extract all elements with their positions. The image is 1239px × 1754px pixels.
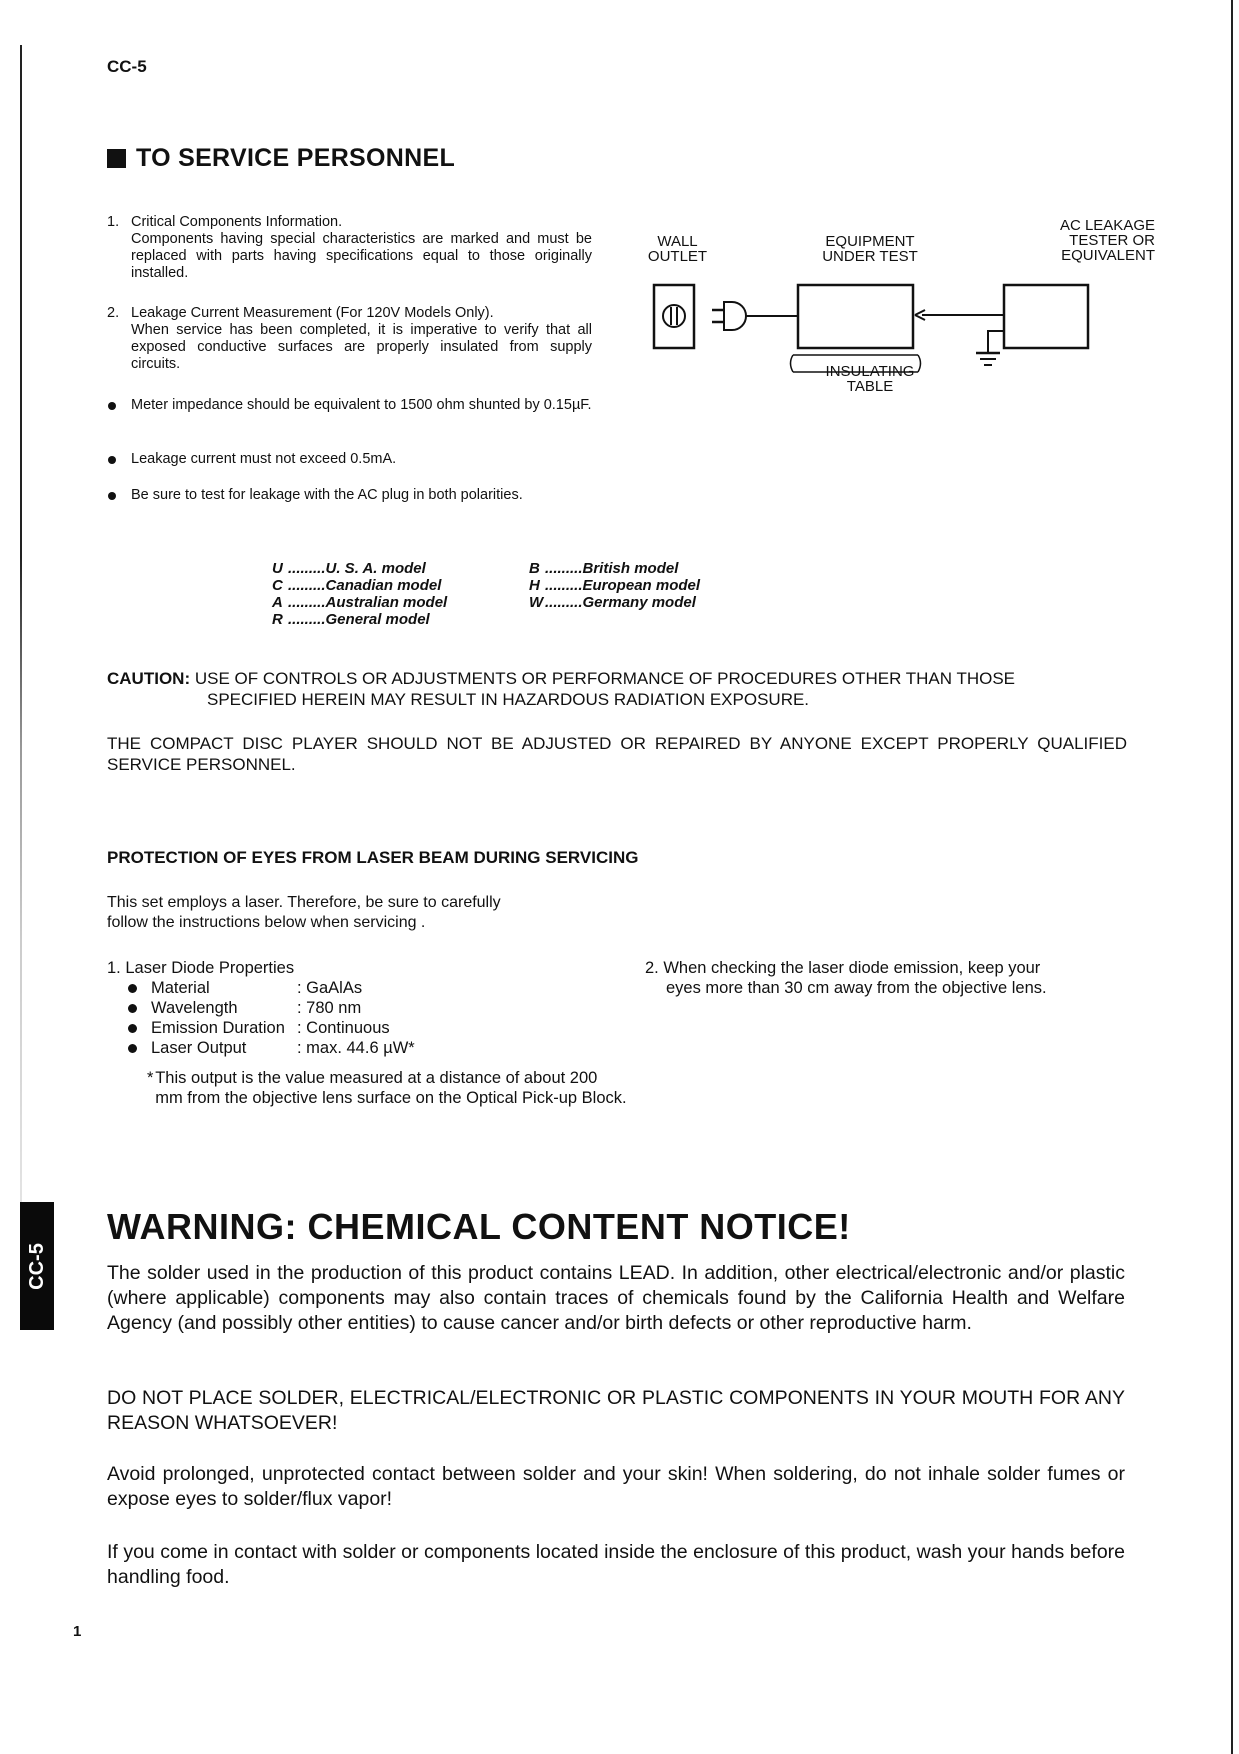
- item-text: Components having special characteristics are marked and must be replaced with parts having specifications equal to those originally installed.: [131, 231, 592, 281]
- bullet-icon: [108, 456, 116, 464]
- wall-outlet-icon: [654, 285, 694, 348]
- page-number: 1: [73, 1623, 82, 1640]
- insulating-table-icon: [791, 355, 921, 372]
- model-row: B ......... British model: [529, 560, 679, 577]
- bullet-icon: [108, 402, 116, 410]
- laser-output-note: * This output is the value measured at a distance of about 200 mm from the objective lens surface on the Optical Pick-up Block.: [147, 1069, 627, 1107]
- warning-paragraph: DO NOT PLACE SOLDER, ELECTRICAL/ELECTRONIC OR PLASTIC COMPONENTS IN YOUR MOUTH FOR ANY REASON WHATSOEVER!: [107, 1387, 1125, 1434]
- square-bullet-icon: [107, 149, 126, 168]
- bullet-icon: [108, 492, 116, 500]
- cd-player-warning: THE COMPACT DISC PLAYER SHOULD NOT BE ADJUSTED OR REPAIRED BY ANYONE EXCEPT PROPERLY QUALIFIED SERVICE PERSONNEL.: [107, 734, 1127, 774]
- tester-box: [1004, 285, 1088, 348]
- service-bullet: Meter impedance should be equivalent to 1500 ohm shunted by 0.15µF.: [107, 397, 592, 414]
- model-row: W ......... Germany model: [529, 594, 696, 611]
- equipment-box: [798, 285, 913, 348]
- warning-paragraph: The solder used in the production of this product contains LEAD. In addition, other electrical/electronic and/or plastic (where applicable) components may also contain traces of chemicals found by the California Health and Welfare Agency (and possibly other entities) to cause cancer and/or birth defects or other reproductive harm.: [107, 1262, 1125, 1334]
- service-bullet: Be sure to test for leakage with the AC plug in both polarities.: [107, 487, 567, 504]
- equipment-label: EQUIPMENT UNDER TEST: [822, 233, 918, 265]
- properties-title: 1. Laser Diode Properties: [107, 959, 295, 977]
- warning-paragraph: Avoid prolonged, unprotected contact between solder and your skin! When soldering, do not inhale solder fumes or expose eyes to solder/flux vapor!: [107, 1463, 1125, 1510]
- service-bullet: Leakage current must not exceed 0.5mA.: [107, 451, 592, 468]
- model-codes-right: [529, 560, 700, 611]
- item-heading: Leakage Current Measurement (For 120V Models Only).: [131, 305, 494, 321]
- bullet-icon: [128, 1044, 137, 1053]
- model-row: H ......... European model: [529, 577, 701, 594]
- model-row: C ......... Canadian model: [272, 577, 442, 594]
- item-number: 2.: [107, 305, 120, 321]
- property-row: Wavelength : 780 nm: [128, 998, 627, 1018]
- bullet-icon: [128, 984, 137, 993]
- caution-label: CAUTION:: [107, 669, 191, 688]
- ground-icon: [976, 331, 1004, 365]
- model-row: R ......... General model: [272, 611, 430, 628]
- insulating-table-label: INSULATING TABLE: [825, 363, 915, 395]
- plug-icon: [712, 302, 797, 330]
- leakage-test-diagram: [640, 210, 1155, 410]
- property-row: Material : GaAlAs: [128, 978, 627, 998]
- model-row: U ......... U. S. A. model: [272, 560, 426, 577]
- warning-title: WARNING: CHEMICAL CONTENT NOTICE!: [107, 1206, 851, 1247]
- warning-paragraph: If you come in contact with solder or components located inside the enclosure of this product, wash your hands before handling food.: [107, 1541, 1125, 1588]
- section-title-text: TO SERVICE PERSONNEL: [136, 144, 456, 172]
- property-row: Laser Output : max. 44.6 µW*: [128, 1038, 627, 1058]
- side-tab: CC-5: [20, 1202, 54, 1330]
- bullet-icon: [128, 1024, 137, 1033]
- service-item-2: [107, 305, 592, 373]
- section-title: [107, 144, 455, 173]
- laser-heading: PROTECTION OF EYES FROM LASER BEAM DURING SERVICING: [107, 848, 639, 867]
- property-row: Emission Duration : Continuous: [128, 1018, 627, 1038]
- service-item-1: [107, 214, 592, 282]
- laser-diode-properties: [107, 958, 627, 1108]
- model-row: A ......... Australian model: [272, 594, 448, 611]
- bullet-icon: [128, 1004, 137, 1013]
- tester-label: AC LEAKAGE TESTER OR EQUIVALENT: [1059, 217, 1155, 264]
- wall-outlet-label: WALL OUTLET: [647, 233, 708, 265]
- diagram-drawing: [640, 210, 1140, 410]
- page-right-edge: [1231, 0, 1233, 1754]
- model-codes-left: [272, 560, 447, 628]
- caution-notice: CAUTION: USE OF CONTROLS OR ADJUSTMENTS OR PERFORMANCE OF PROCEDURES OTHER THAN THOSE SPECIFIED HEREIN MAY RESULT IN HAZARDOUS RADIATION EXPOSURE.: [107, 669, 1016, 709]
- item-heading: Critical Components Information.: [131, 214, 343, 230]
- item-text: When service has been completed, it is imperative to verify that all exposed conductive surfaces are properly insulated from supply circuits.: [131, 322, 592, 372]
- page-left-edge: [20, 45, 22, 1325]
- laser-intro: This set employs a laser. Therefore, be sure to carefully follow the instructions below when servicing .: [107, 894, 501, 931]
- page-code: CC-5: [107, 57, 147, 76]
- laser-item-2: 2. When checking the laser diode emission, keep your eyes more than 30 cm away from the objective lens.: [645, 959, 1047, 997]
- item-number: 1.: [107, 214, 120, 230]
